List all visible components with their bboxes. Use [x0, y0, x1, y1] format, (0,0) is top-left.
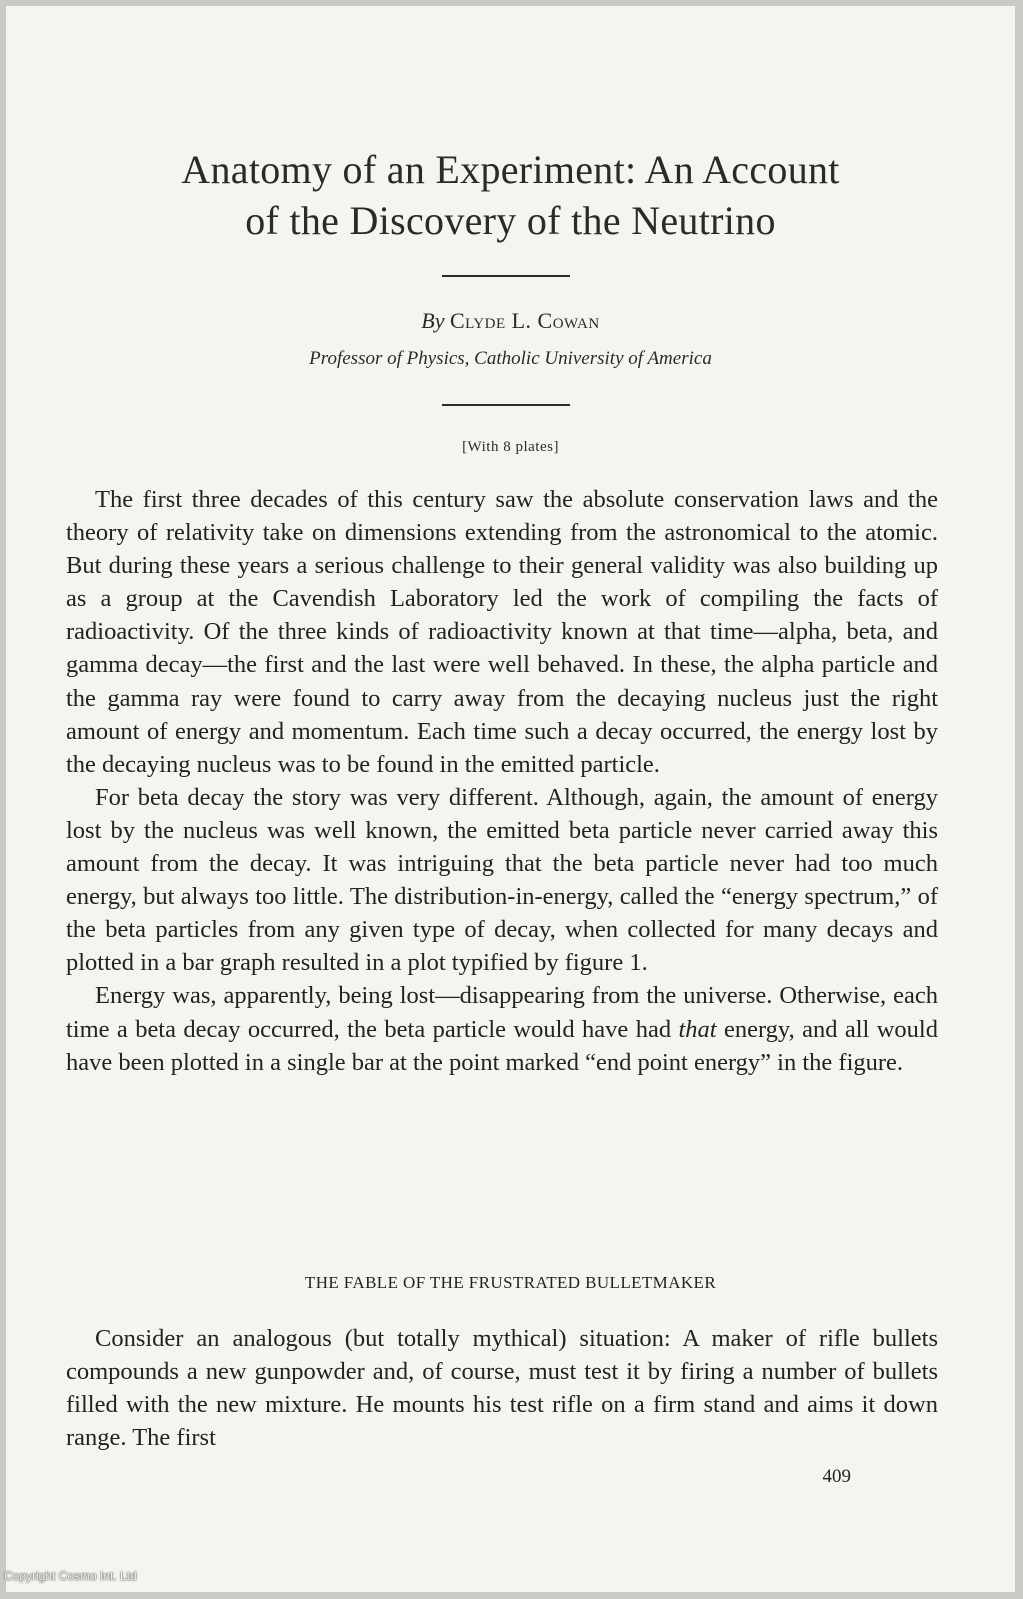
- byline-by: By: [421, 308, 445, 333]
- author-name: Clyde L. Cowan: [449, 308, 600, 333]
- paragraph: For beta decay the story was very different. Although, again, the amount of energy lost by the nucleus was well known, the emitted beta particle never carried away this amount from the decay. It was intriguing that the beta particle never had too much energy, but always too little. The distribution-in-energy, called the “energy spectrum,” of the beta particles from any given type of decay, when collected for many decays and plotted in a bar graph resulted in a plot typified by figure 1.: [66, 783, 938, 977]
- section-heading: THE FABLE OF THE FRUSTRATED BULLETMAKER: [304, 1273, 717, 1292]
- article-body: [66, 483, 938, 1079]
- title-line-1: Anatomy of an Experiment: An Account: [181, 147, 840, 192]
- byline: [6, 308, 1015, 334]
- section-body: [66, 1322, 938, 1454]
- plates-note: [With 8 plates]: [462, 439, 559, 455]
- paragraph: Consider an analogous (but totally mythical) situation: A maker of rifle bullets compounds a new gunpowder and, of course, must test it by firing a number of bullets filled with the new mixture. He mounts his test rifle on a firm stand and aims it down range. The first: [66, 1325, 938, 1452]
- author-affiliation: Professor of Physics, Catholic University of America: [309, 348, 712, 369]
- copyright-watermark: Copyright Cosmo Int. Ltd: [4, 1569, 137, 1583]
- article-title: [46, 144, 975, 246]
- byline-divider: [442, 404, 570, 406]
- title-divider: [442, 275, 570, 277]
- emphasis: that: [678, 1015, 717, 1043]
- paragraph: Energy was, apparently, being lost—disappearing from the universe. Otherwise, each time a beta decay occurred, the beta particle would have had that energy, and all would have been plotted in a single bar at the point marked “end point energy” in the figure.: [66, 982, 938, 1076]
- book-page: [6, 6, 1015, 1592]
- title-line-2: of the Discovery of the Neutrino: [245, 198, 776, 243]
- paragraph: The first three decades of this century saw the absolute conservation laws and the theory of relativity take on dimensions extending from the astronomical to the atomic. But during these years a serious challenge to their general validity was also building up as a group at the Cavendish Laboratory led the work of compiling the facts of radioactivity. Of the three kinds of radioactivity known at that time—alpha, beta, and gamma decay—the first and the last were well behaved. In these, the alpha particle and the gamma ray were found to carry away from the decaying nucleus just the right amount of energy and momentum. Each time such a decay occurred, the energy lost by the decaying nucleus was to be found in the emitted particle.: [66, 486, 938, 778]
- page-number: 409: [822, 1466, 851, 1487]
